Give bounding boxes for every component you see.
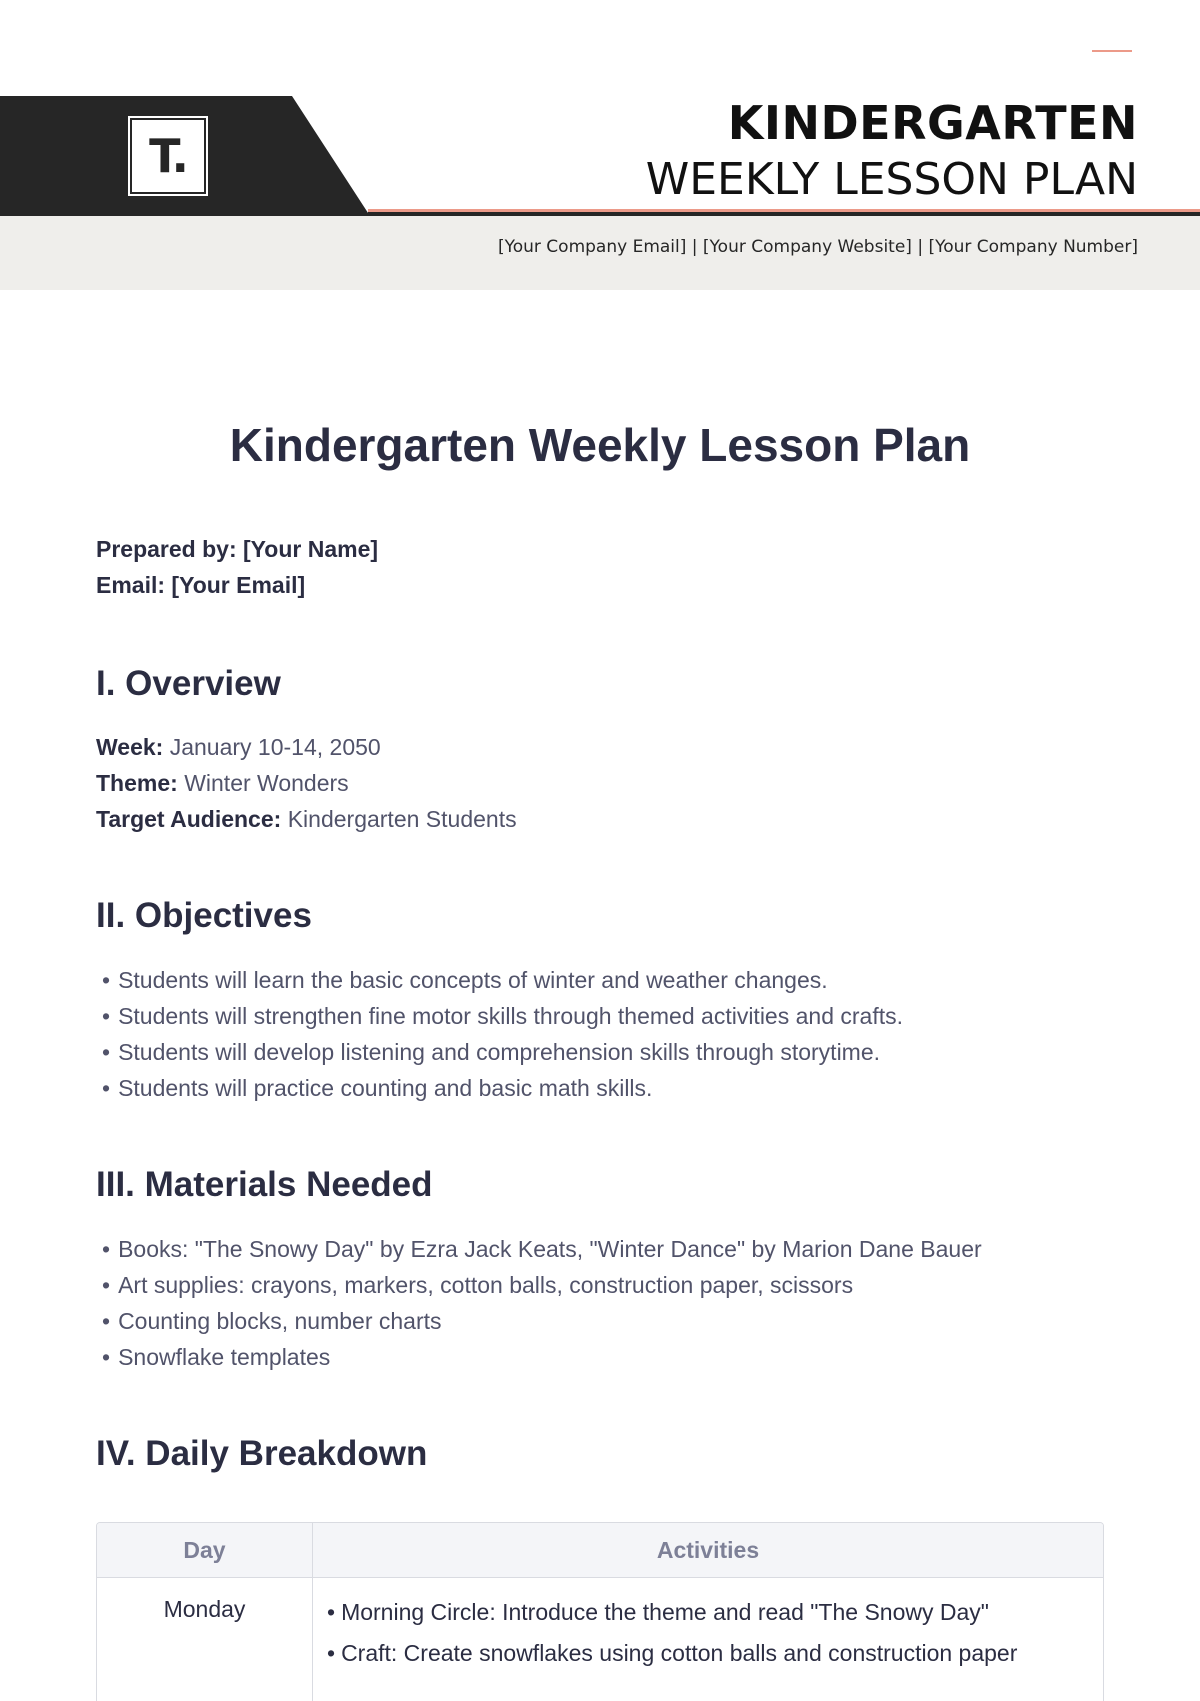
company-logo bbox=[128, 116, 208, 196]
activities-list bbox=[327, 1592, 1103, 1674]
prepared-by: Prepared by: [Your Name] bbox=[96, 536, 379, 562]
logo-letter: T. bbox=[132, 120, 204, 192]
list-item: • Counting blocks, number charts bbox=[102, 1303, 982, 1339]
week-label: Week: bbox=[96, 734, 164, 760]
company-contact-line: [Your Company Email] | [Your Company Website] | [Your Company Number] bbox=[497, 237, 1138, 257]
list-item: • Art supplies: crayons, markers, cotton balls, construction paper, scissors bbox=[102, 1267, 982, 1303]
document-title: Kindergarten Weekly Lesson Plan bbox=[229, 419, 971, 471]
table-row bbox=[97, 1578, 1103, 1701]
audience-value: Kindergarten Students bbox=[287, 806, 517, 832]
section-heading-materials: III. Materials Needed bbox=[96, 1165, 433, 1204]
section-heading-overview: I. Overview bbox=[96, 664, 281, 703]
list-item: • Snowflake templates bbox=[102, 1339, 982, 1375]
accent-dash bbox=[1092, 50, 1132, 52]
column-header-day: Day bbox=[97, 1523, 313, 1577]
list-item: • Students will learn the basic concepts of winter and weather changes. bbox=[102, 962, 903, 998]
author-email: Email: [Your Email] bbox=[96, 572, 306, 598]
week-value: January 10-14, 2050 bbox=[169, 734, 381, 760]
list-item: • Craft: Create snowflakes using cotton balls and construction paper bbox=[327, 1633, 1103, 1674]
list-item: • Students will strengthen fine motor skills through themed activities and crafts. bbox=[102, 998, 903, 1034]
overview-audience bbox=[96, 806, 517, 833]
column-header-activities: Activities bbox=[656, 1536, 760, 1563]
audience-label: Target Audience: bbox=[96, 806, 282, 832]
materials-list bbox=[102, 1231, 982, 1375]
header-title-line2: WEEKLY LESSON PLAN bbox=[645, 154, 1138, 205]
list-item: • Students will practice counting and basic math skills. bbox=[102, 1070, 903, 1106]
objectives-list bbox=[102, 962, 903, 1106]
section-heading-objectives: II. Objectives bbox=[96, 896, 312, 935]
theme-label: Theme: bbox=[96, 770, 178, 796]
daily-breakdown-table bbox=[96, 1522, 1104, 1701]
list-item: • Books: "The Snowy Day" by Ezra Jack Keats, "Winter Dance" by Marion Dane Bauer bbox=[102, 1231, 982, 1267]
list-item: • Morning Circle: Introduce the theme and read "The Snowy Day" bbox=[327, 1592, 1103, 1633]
list-item: • Students will develop listening and comprehension skills through storytime. bbox=[102, 1034, 903, 1070]
overview-theme bbox=[96, 770, 349, 797]
overview-week bbox=[96, 734, 381, 761]
table-header-row bbox=[97, 1523, 1103, 1578]
header-title-line1: KINDERGARTEN bbox=[727, 96, 1138, 150]
table-cell-day: Monday bbox=[97, 1578, 313, 1701]
table-cell-activities bbox=[313, 1578, 1103, 1701]
section-heading-daily-breakdown: IV. Daily Breakdown bbox=[96, 1434, 428, 1473]
theme-value: Winter Wonders bbox=[184, 770, 349, 796]
